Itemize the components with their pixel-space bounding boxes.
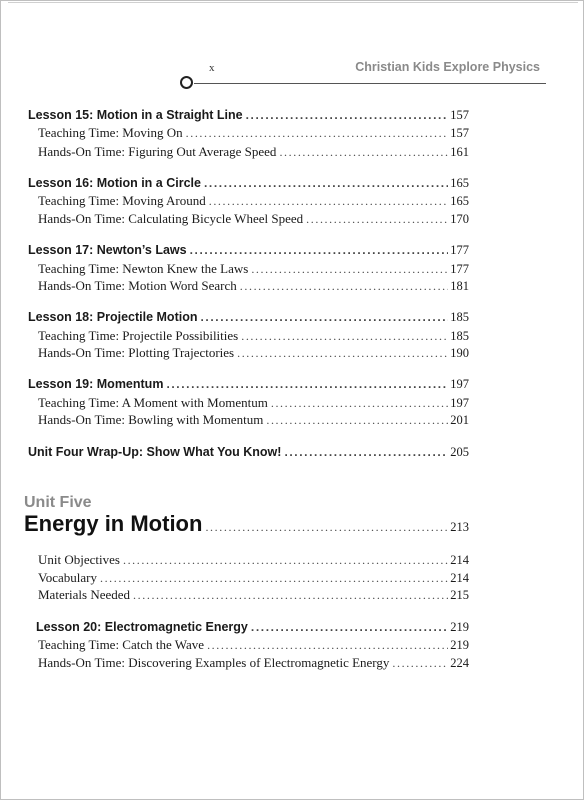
entry-label: Hands-On Time: Figuring Out Average Speed [38,144,277,159]
dot-leader [279,145,448,160]
dot-leader [190,243,449,257]
toc-entry [38,144,469,160]
toc-entry [38,637,469,653]
page-number: x [209,62,215,74]
toc-entry [38,278,469,294]
dot-leader [271,396,448,411]
entry-label: Unit Objectives [38,552,120,567]
dot-leader [204,176,448,190]
entry-label: Lesson 16: Motion in a Circle [28,176,201,190]
entry-label: Hands-On Time: Bowling with Momentum [38,412,264,427]
toc-entry-unit-four-wrap-up [28,445,469,460]
toc-entry [38,261,469,277]
dot-leader [246,108,449,122]
entry-label: Vocabulary [38,570,97,585]
toc-entry [38,125,469,141]
entry-page: 185 [450,310,469,324]
entry-label: Lesson 20: Electromagnetic Energy [36,620,248,634]
entry-page: 190 [450,346,469,360]
dot-leader [240,279,448,294]
dot-leader [392,656,448,671]
toc-entry [38,345,469,361]
toc-entry [38,193,469,209]
toc-entry [38,211,469,227]
dot-leader [133,588,448,603]
dot-leader [100,571,448,586]
toc-entry-lesson-16 [28,176,469,191]
entry-page: 219 [450,620,469,634]
entry-page: 161 [450,145,469,159]
dot-leader [251,620,448,634]
toc-entry [38,412,469,428]
entry-label: Lesson 19: Momentum [28,377,164,391]
entry-label: Teaching Time: Catch the Wave [38,637,205,652]
dot-leader [207,638,448,653]
entry-label: Hands-On Time: Discovering Examples of Electromagnetic Energy [38,655,390,670]
entry-label: Hands-On Time: Motion Word Search [38,278,237,293]
dot-leader [200,310,448,324]
dot-leader [205,520,448,535]
entry-label: Lesson 18: Projectile Motion [28,310,198,324]
dot-leader [237,346,448,361]
dot-leader [186,126,449,141]
entry-page: 213 [450,520,469,534]
entry-label: Teaching Time: A Moment with Momentum [38,395,268,410]
entry-page: 214 [450,553,469,567]
toc-entry [38,655,469,671]
entry-page: 177 [450,243,469,257]
entry-page: 165 [450,176,469,190]
entry-label: Teaching Time: Moving Around [38,193,206,208]
entry-page: 219 [450,638,469,652]
toc-entry-unit-five-title [24,511,469,537]
toc-entry [38,328,469,344]
toc-entry-lesson-18 [28,310,469,325]
toc-entry-lesson-20 [36,620,469,635]
toc-entry [38,587,469,603]
unit-title: Energy in Motion [24,511,203,536]
toc-entry [38,552,469,568]
entry-page: 157 [450,108,469,122]
entry-page: 157 [450,126,469,140]
entry-page: 165 [450,194,469,208]
dot-leader [284,445,448,459]
dot-leader [306,212,448,227]
entry-page: 205 [450,445,469,459]
entry-label: Hands-On Time: Plotting Trajectories [38,345,235,360]
entry-label: Lesson 15: Motion in a Straight Line [28,108,243,122]
dot-leader [123,553,448,568]
entry-page: 170 [450,212,469,226]
dot-leader [266,413,448,428]
unit-label: Unit Five [24,494,92,511]
entry-page: 197 [450,396,469,410]
entry-page: 215 [450,588,469,602]
entry-page: 177 [450,262,469,276]
book-title: Christian Kids Explore Physics [355,60,540,74]
toc-entry [38,395,469,411]
toc-entry [38,570,469,586]
entry-page: 185 [450,329,469,343]
entry-label: Teaching Time: Moving On [38,125,183,140]
entry-page: 181 [450,279,469,293]
entry-page: 197 [450,377,469,391]
entry-label: Materials Needed [38,587,131,602]
toc-entry-lesson-19 [28,377,469,392]
entry-label: Lesson 17: Newton’s Laws [28,243,187,257]
dot-leader [251,262,448,277]
toc-entry-lesson-15 [28,108,469,123]
entry-page: 224 [450,656,469,670]
entry-label: Teaching Time: Projectile Possibilities [38,328,239,343]
entry-label: Hands-On Time: Calculating Bicycle Wheel Speed [38,211,304,226]
dot-leader [209,194,449,209]
entry-label: Teaching Time: Newton Knew the Laws [38,261,249,276]
entry-label: Unit Four Wrap-Up: Show What You Know! [28,445,282,459]
entry-page: 201 [450,413,469,427]
toc-entry-lesson-17 [28,243,469,258]
dot-leader [241,329,448,344]
dot-leader [166,377,448,391]
entry-page: 214 [450,571,469,585]
